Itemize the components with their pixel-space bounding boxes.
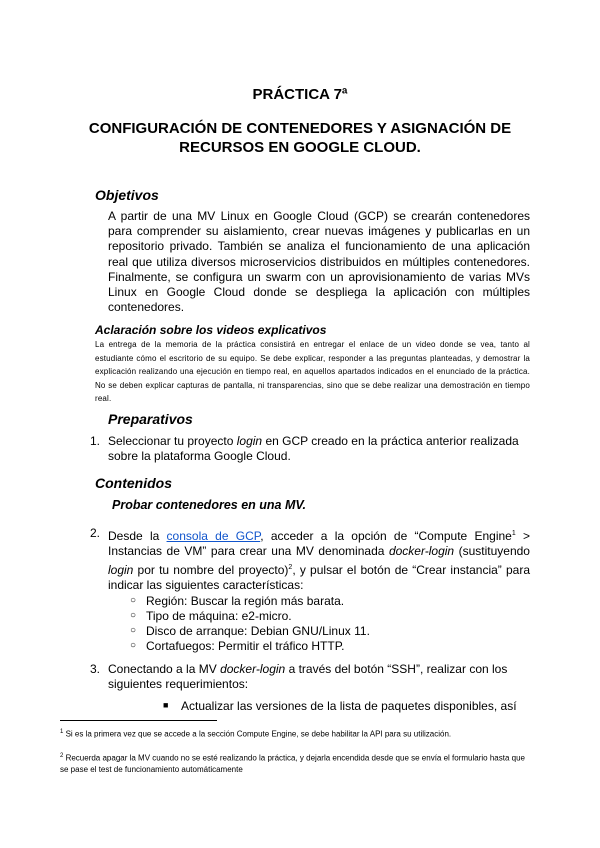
bullet-circle: ○ bbox=[130, 625, 137, 636]
footnote-1: $^1$ Si es la primera vez que se accede a la sección Compute Engine, se debe habilitar la API para su utilización. bbox=[60, 729, 452, 739]
item-2-text: Desde la consola de GCP, acceder a la opción de “Compute Engine$^1$ > Instancias de VM” para crear una MV denominada docker-login (sustituyendo login por tu nombre del proyecto)$^2$, y pulsar el botón de “Crear instancia” para indicar las siguientes características: bbox=[108, 529, 530, 592]
footnote-divider bbox=[60, 720, 217, 721]
list-number-3: 3. bbox=[90, 662, 101, 676]
list-number-1: 1. bbox=[90, 434, 101, 448]
sub-item-machine-type: Tipo de máquina: e2-micro. bbox=[146, 609, 292, 623]
preparativos-item-1: Seleccionar tu proyecto login en GCP creado en la práctica anterior realizada sobre la plataforma Google Cloud. bbox=[108, 434, 519, 464]
bullet-circle: ○ bbox=[130, 610, 137, 621]
page-subtitle: CONFIGURACIÓN DE CONTENEDORES Y ASIGNACIÓN DE RECURSOS EN GOOGLE CLOUD. bbox=[88, 120, 512, 156]
gcp-console-link[interactable]: consola de GCP bbox=[166, 529, 261, 543]
sub-item-firewall: Cortafuegos: Permitir el tráfico HTTP. bbox=[146, 639, 345, 653]
bullet-circle: ○ bbox=[130, 640, 137, 651]
page-title: PRÁCTICA 7ª bbox=[252, 86, 348, 103]
sub-item-region: Región: Buscar la región más barata. bbox=[146, 594, 345, 608]
bullet-square: ■ bbox=[163, 700, 169, 710]
sub-item-boot-disk: Disco de arranque: Debian GNU/Linux 11. bbox=[146, 624, 370, 638]
list-number-2: 2. bbox=[90, 526, 101, 540]
objetivos-text: A partir de una MV Linux en Google Cloud (GCP) se crearán contenedores para comprender su aislamiento, crear nuevas imágenes y publicarlas en un repositorio privado. También se analiza el funcionamiento de una aplicación real que utiliza diversos microservicios distribuidos en múltiples contenedores. Finalmente, se configura un swarm con un aprovisionamiento de varias MVs Linux en Google Cloud donde se despliega la aplicación con múltiples contenedores. bbox=[108, 209, 530, 315]
contenidos-heading: Contenidos bbox=[95, 475, 172, 491]
objetivos-heading: Objetivos bbox=[95, 187, 159, 203]
contenidos-subheading: Probar contenedores en una MV. bbox=[112, 498, 307, 512]
bullet-circle: ○ bbox=[130, 595, 137, 606]
item-3-text: Conectando a la MV docker-login a través del botón “SSH”, realizar con los siguientes requerimientos: bbox=[108, 662, 508, 692]
preparativos-heading: Preparativos bbox=[108, 411, 193, 427]
item-3-sub-1: Actualizar las versiones de la lista de paquetes disponibles, así bbox=[181, 699, 517, 713]
footnote-2: $^2$ Recuerda apagar la MV cuando no se esté realizando la práctica, y dejarla encendida desde que se envía el formulario hasta que se pase el test de funcionamiento automáticamente bbox=[60, 753, 525, 774]
aclaracion-text: La entrega de la memoria de la práctica consistirá en entregar el enlace de un video donde se vea, tanto al estudiante cómo el escritorio de su equipo. Se debe explicar, responder a las preguntas planteadas, y demostrar la explicación realizando una ejecución en tiempo real, en aquellos apartados indicados en el enunciado de la práctica. No se deben explicar capturas de pantalla, ni transparencias, sino que se debe realizar una demostración en tiempo real. bbox=[95, 340, 530, 403]
aclaracion-heading: Aclaración sobre los videos explicativos bbox=[95, 323, 327, 337]
